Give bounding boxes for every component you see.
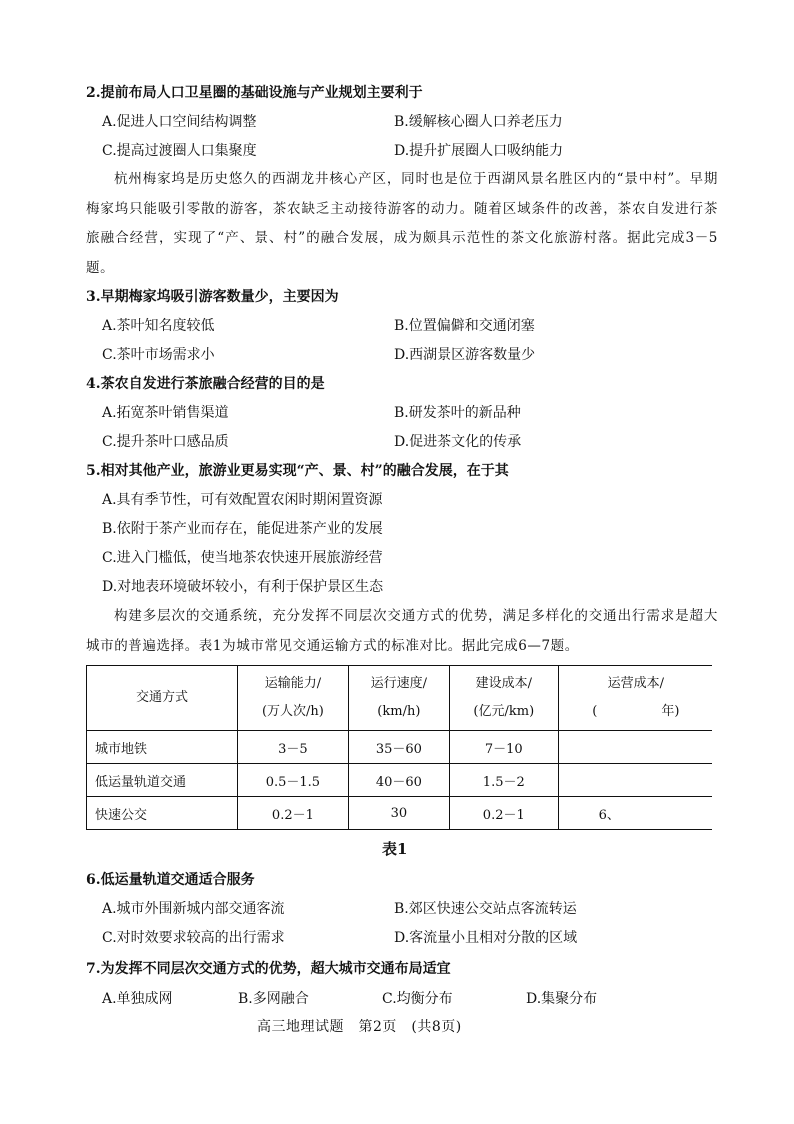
row-capacity: 0.2－1 xyxy=(238,797,349,830)
question-4-stem: 4.茶农自发进行茶旅融合经营的目的是 xyxy=(86,376,325,392)
table-caption: 表1 xyxy=(382,840,408,858)
question-7-stem: 7.为发挥不同层次交通方式的优势，超大城市交通布局适宜 xyxy=(86,961,451,977)
question-6-option-c: C.对时效要求较高的出行需求 xyxy=(102,930,285,946)
question-3-option-c: C.茶叶市场需求小 xyxy=(102,347,215,363)
table-row xyxy=(87,731,714,764)
row-capacity: 0.5－1.5 xyxy=(238,764,349,797)
question-2-option-c: C.提高过渡圈人口集聚度 xyxy=(102,143,257,159)
header-capacity: 运输能力/ (万人次/h) xyxy=(238,666,349,731)
question-6-option-a: A.城市外围新城内部交通客流 xyxy=(102,901,285,917)
question-4-option-b: B.研发茶叶的新品种 xyxy=(394,405,521,421)
header-speed: 运行速度/ (km/h) xyxy=(348,666,449,731)
question-4-option-c: C.提升茶叶口感品质 xyxy=(102,434,229,450)
header-operating-cost: 运营成本/ ( 年) xyxy=(558,666,713,731)
row-mode: 城市地铁 xyxy=(87,731,238,764)
question-7-option-b: B.多网融合 xyxy=(238,991,309,1007)
question-3-option-d: D.西湖景区游客数量少 xyxy=(394,347,536,363)
question-4-option-d: D.促进茶文化的传承 xyxy=(394,434,522,450)
table-row xyxy=(87,797,714,830)
header-mode: 交通方式 xyxy=(87,666,238,731)
question-6-option-b: B.郊区快速公交站点客流转运 xyxy=(394,901,577,917)
table-row xyxy=(87,764,714,797)
question-5-option-c: C.进入门槛低，使当地茶农快速开展旅游经营 xyxy=(102,550,383,566)
row-build-cost: 0.2－1 xyxy=(449,797,558,830)
question-4-option-a: A.拓宽茶叶销售渠道 xyxy=(102,405,229,421)
row-operating-cost xyxy=(558,764,713,797)
question-2-option-b: B.缓解核心圈人口养老压力 xyxy=(394,114,563,130)
row-mode: 快速公交 xyxy=(87,797,238,830)
question-5-option-a: A.具有季节性，可有效配置农闲时期闲置资源 xyxy=(102,492,383,508)
question-6-stem: 6.低运量轨道交通适合服务 xyxy=(86,872,255,888)
row-speed: 35－60 xyxy=(348,731,449,764)
question-3-option-a: A.茶叶知名度较低 xyxy=(102,318,215,334)
question-2-option-a: A.促进人口空间结构调整 xyxy=(102,114,257,130)
question-7-option-a: A.单独成网 xyxy=(102,991,173,1007)
row-speed: 40－60 xyxy=(348,764,449,797)
question-5-option-d: D.对地表环境破坏较小，有利于保护景区生态 xyxy=(102,579,384,595)
question-5-stem: 5.相对其他产业，旅游业更易实现“产、景、村”的融合发展，在于其 xyxy=(86,463,509,479)
question-7-option-d: D.集聚分布 xyxy=(526,991,598,1007)
row-build-cost: 7－10 xyxy=(449,731,558,764)
question-7-option-c: C.均衡分布 xyxy=(382,991,453,1007)
passage-meijiawu: 杭州梅家坞是历史悠久的西湖龙井核心产区，同时也是位于西湖风景名胜区内的“景中村”。早期梅家坞只能吸引零散的游客，茶农缺乏主动接待游客的动力。随着区域条件的改善，茶农自发进行茶旅融合经营，实现了“产、景、村”的融合发展，成为颇具示范性的茶文化旅游村落。据此完成3－5题。 xyxy=(86,171,718,276)
question-6-option-d: D.客流量小且相对分散的区域 xyxy=(394,930,578,946)
question-3-option-b: B.位置偏僻和交通闭塞 xyxy=(394,318,535,334)
table-header-row xyxy=(87,666,714,731)
scan-crop-mask xyxy=(712,660,752,830)
question-2-stem: 2.提前布局人口卫星圈的基础设施与产业规划主要利于 xyxy=(86,85,423,101)
page-footer: 高三地理试题 第2页 (共8页) xyxy=(257,1019,462,1035)
row-operating-cost: 6、 xyxy=(558,797,713,830)
passage-transport: 构建多层次的交通系统，充分发挥不同层次交通方式的优势，满足多样化的交通出行需求是超大城市的普遍选择。表1为城市常见交通运输方式的标准对比。据此完成6—7题。 xyxy=(86,608,718,654)
row-capacity: 3－5 xyxy=(238,731,349,764)
question-2-option-d: D.提升扩展圈人口吸纳能力 xyxy=(394,143,564,159)
row-build-cost: 1.5－2 xyxy=(449,764,558,797)
transport-comparison-table xyxy=(86,665,714,830)
row-operating-cost xyxy=(558,731,713,764)
question-5-option-b: B.依附于茶产业而存在，能促进茶产业的发展 xyxy=(102,521,383,537)
row-mode: 低运量轨道交通 xyxy=(87,764,238,797)
row-speed: 30 xyxy=(348,797,449,830)
question-3-stem: 3.早期梅家坞吸引游客数量少，主要因为 xyxy=(86,289,339,305)
header-build-cost: 建设成本/ (亿元/km) xyxy=(449,666,558,731)
